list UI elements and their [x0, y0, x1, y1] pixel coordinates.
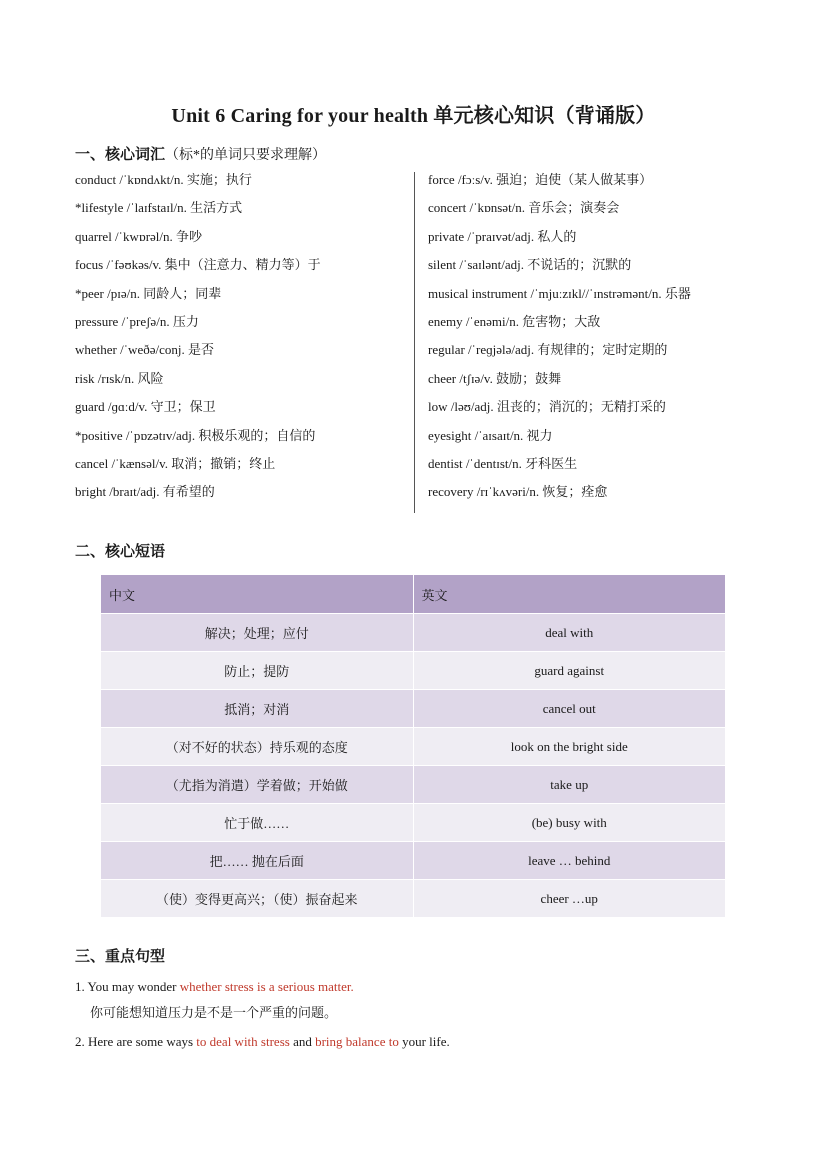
- vocab-item: quarrel /ˈkwɒrəl/n. 争吵: [75, 228, 203, 244]
- phrase-cn: 防止；提防: [101, 652, 414, 690]
- phrase-cn: 抵消；对消: [101, 690, 414, 728]
- phrase-cn: （使）变得更高兴；（使）振奋起来: [101, 880, 414, 918]
- phrase-en: leave … behind: [413, 842, 726, 880]
- table-row: [101, 880, 726, 918]
- phrase-cn: （对不好的状态）持乐观的态度: [101, 728, 414, 766]
- vocab-item: dentist /ˈdentɪst/n. 牙科医生: [428, 455, 578, 471]
- page-title: Unit 6 Caring for your health 单元核心知识（背诵版）: [171, 105, 656, 127]
- table-header-row: [101, 575, 726, 614]
- sentence-text: and: [289, 1034, 316, 1049]
- vocab-item: pressure /ˈpreʃə/n. 压力: [75, 313, 199, 329]
- column-header-chinese: 中文: [101, 575, 414, 614]
- section-note: （标*的单词只要求理解）: [165, 148, 327, 163]
- sentence-text: 2. Here are some ways: [75, 1034, 197, 1049]
- phrase-en: deal with: [413, 614, 726, 652]
- section-heading-sentences: 三、重点句型: [75, 949, 166, 965]
- phrase-en: (be) busy with: [413, 804, 726, 842]
- vocab-item: *positive /ˈpɒzətɪv/adj. 积极乐观的；自信的: [75, 427, 316, 443]
- phrase-en: look on the bright side: [413, 728, 726, 766]
- phrase-en: guard against: [413, 652, 726, 690]
- table-row: [101, 728, 726, 766]
- phrase-en: take up: [413, 766, 726, 804]
- vocab-item: bright /braɪt/adj. 有希望的: [75, 484, 215, 500]
- table-row: [101, 766, 726, 804]
- section-heading-vocabulary: [75, 143, 326, 164]
- vocab-item: musical instrument /ˈmjuːzɪkl//ˈɪnstrəmənt/n. 乐器: [428, 285, 691, 301]
- vocab-item: private /ˈpraɪvət/adj. 私人的: [428, 228, 577, 244]
- table-row: [101, 804, 726, 842]
- table-row: [101, 614, 726, 652]
- table-row: [101, 690, 726, 728]
- column-header-english: 英文: [413, 575, 726, 614]
- vocab-item: recovery /rɪˈkʌvəri/n. 恢复；痊愈: [428, 484, 608, 500]
- table-row: [101, 652, 726, 690]
- vocab-item: silent /ˈsaɪlənt/adj. 不说话的；沉默的: [428, 257, 632, 273]
- vocab-item: force /fɔːs/v. 强迫；迫使（某人做某事）: [428, 172, 653, 187]
- section-heading-phrases: 二、核心短语: [75, 544, 166, 560]
- phrase-en: cancel out: [413, 690, 726, 728]
- column-divider: [414, 172, 415, 513]
- vocab-item: conduct /ˈkɒndʌkt/n. 实施；执行: [75, 172, 252, 187]
- table-row: [101, 842, 726, 880]
- sentence-2: [75, 1032, 450, 1052]
- vocab-column-left: [75, 170, 321, 511]
- phrase-cn: 忙于做……: [101, 804, 414, 842]
- sentence-1: [75, 977, 354, 997]
- vocab-item: focus /ˈfəʊkəs/v. 集中（注意力、精力等）于: [75, 257, 321, 273]
- vocab-item: eyesight /ˈaɪsaɪt/n. 视力: [428, 427, 553, 443]
- vocab-item: whether /ˈweðə/conj. 是否: [75, 342, 214, 358]
- sentence-1-translation: 你可能想知道压力是不是一个严重的问题。: [90, 1005, 338, 1020]
- vocab-item: regular /ˈreɡjələ/adj. 有规律的；定时定期的: [428, 342, 668, 358]
- phrase-cn: 把…… 抛在后面: [101, 842, 414, 880]
- section-heading-text: 一、核心词汇: [75, 147, 166, 163]
- vocab-item: low /ləʊ/adj. 沮丧的；消沉的；无精打采的: [428, 399, 666, 415]
- phrase-en: cheer …up: [413, 880, 726, 918]
- phrase-cn: 解决；处理；应付: [101, 614, 414, 652]
- sentence-highlight: bring balance to: [315, 1034, 399, 1049]
- vocab-item: *peer /pɪə/n. 同龄人；同辈: [75, 285, 222, 301]
- sentence-text: your life.: [398, 1034, 450, 1049]
- phrase-cn: （尤指为消遣）学着做；开始做: [101, 766, 414, 804]
- vocab-item: *lifestyle /ˈlaɪfstaɪl/n. 生活方式: [75, 200, 243, 216]
- phrase-table: [100, 574, 726, 918]
- vocab-column-right: [428, 170, 691, 511]
- vocab-item: concert /ˈkɒnsət/n. 音乐会；演奏会: [428, 200, 620, 216]
- sentence-text: 1. You may wonder: [75, 979, 180, 994]
- vocab-item: cancel /ˈkænsəl/v. 取消；撤销；终止: [75, 455, 276, 471]
- vocab-item: risk /rɪsk/n. 风险: [75, 370, 164, 386]
- vocab-item: enemy /ˈenəmi/n. 危害物；大敌: [428, 313, 601, 329]
- vocab-item: guard /ɡɑːd/v. 守卫；保卫: [75, 399, 216, 415]
- vocab-item: cheer /tʃɪə/v. 鼓励；鼓舞: [428, 370, 562, 386]
- sentence-highlight: whether stress is a serious matter.: [179, 979, 354, 994]
- sentence-highlight: to deal with stress: [196, 1034, 290, 1049]
